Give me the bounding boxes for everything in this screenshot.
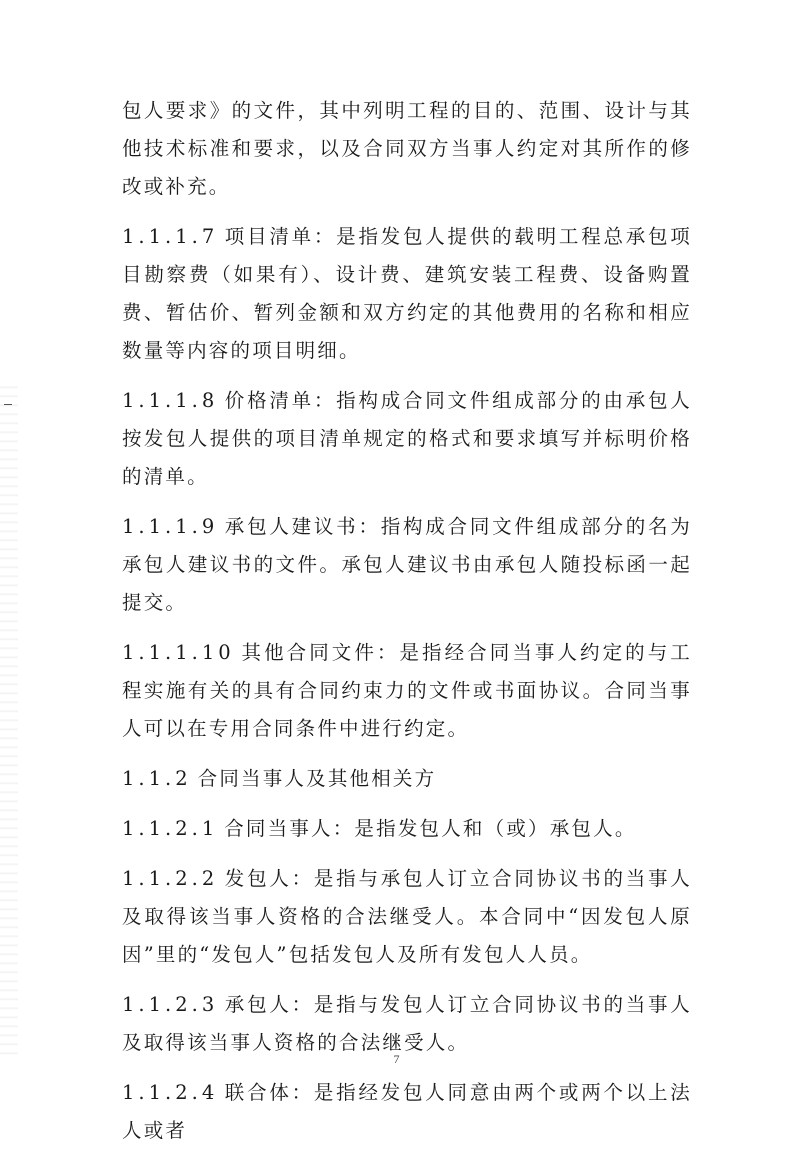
paragraph-1-1-2-1: [122, 810, 692, 848]
scan-edge-mark: [4, 404, 12, 405]
paragraph-1-1-1-7: [122, 218, 692, 370]
paragraph-text: 包人要求》的文件，其中列明工程的目的、范围、设计与其他技术标准和要求，以及合同双方当事人约定对其所作的修改或补充。: [122, 99, 692, 198]
paragraph-text: 承包人建议书：指构成合同文件组成部分的名为承包人建议书的文件。承包人建议书由承包人随投标函一起提交。: [122, 515, 692, 614]
section-heading-text: 合同当事人及其他相关方: [197, 767, 437, 790]
clause-number: 1.1.2.4: [122, 1081, 219, 1104]
clause-number: 1.1.2: [122, 767, 192, 790]
paragraph-text: 发包人：是指与承包人订立合同协议书的当事人及取得该当事人资格的合法继受人。本合同中“因发包人原因”里的“发包人”包括发包人及所有发包人人员。: [122, 867, 692, 966]
page-number: 7: [393, 1052, 400, 1066]
paragraph-1-1-2-3: [122, 986, 692, 1062]
section-heading-1-1-2: [122, 760, 692, 798]
scan-edge-noise: [0, 380, 18, 1060]
paragraph-text: 项目清单：是指发包人提供的载明工程总承包项目勘察费（如果有）、设计费、建筑安装工程费、设备购置费、暂估价、暂列金额和双方约定的其他费用的名称和相应数量等内容的项目明细。: [122, 225, 692, 362]
clause-number: 1.1.2.3: [122, 993, 219, 1016]
paragraph-continuation: [122, 92, 692, 206]
document-body: [122, 92, 692, 1162]
clause-number: 1.1.1.10: [122, 641, 235, 664]
clause-number: 1.1.2.1: [122, 817, 219, 840]
clause-number: 1.1.2.2: [122, 867, 219, 890]
paragraph-text: 承包人：是指与发包人订立合同协议书的当事人及取得该当事人资格的合法继受人。: [122, 993, 692, 1054]
paragraph-1-1-1-8: [122, 382, 692, 496]
paragraph-text: 合同当事人：是指发包人和（或）承包人。: [224, 817, 637, 840]
paragraph-text: 价格清单：指构成合同文件组成部分的由承包人按发包人提供的项目清单规定的格式和要求填写并标明价格的清单。: [122, 389, 692, 488]
paragraph-text: 联合体：是指经发包人同意由两个或两个以上法人或者: [122, 1081, 692, 1142]
paragraph-1-1-2-4: [122, 1074, 692, 1150]
clause-number: 1.1.1.7: [122, 225, 219, 248]
paragraph-text: 其他合同文件：是指经合同当事人约定的与工程实施有关的具有合同约束力的文件或书面协议。合同当事人可以在专用合同条件中进行约定。: [122, 641, 692, 740]
paragraph-1-1-1-9: [122, 508, 692, 622]
paragraph-1-1-1-10: [122, 634, 692, 748]
paragraph-1-1-2-2: [122, 860, 692, 974]
clause-number: 1.1.1.9: [122, 515, 219, 538]
clause-number: 1.1.1.8: [122, 389, 219, 412]
